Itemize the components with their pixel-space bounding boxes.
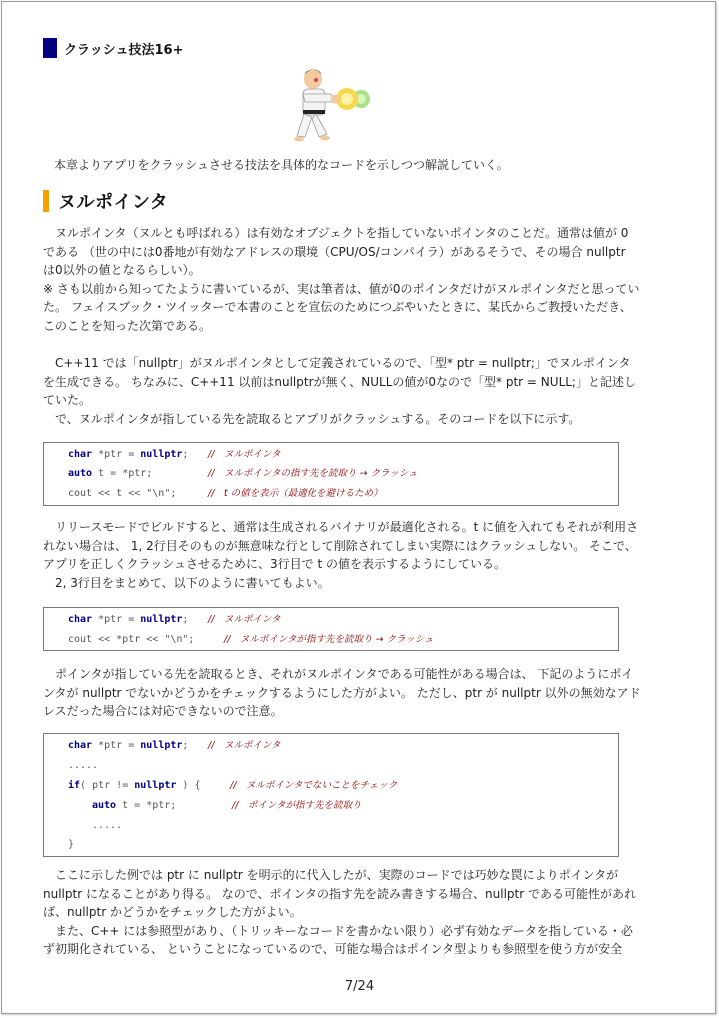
text-line: ポインタが指している先を読取るとき、それがヌルポインタである可能性がある場合は、 下記のようにポイ [55, 667, 634, 681]
chapter-title: クラッシュ技法16+ [64, 42, 184, 58]
code-line: auto t = *ptr; // ポインタが指す先を読取り [92, 800, 362, 811]
text-line: を生成できる。 ちなみに、C++11 以前はnullptrが無く、NULLの値が0なので「型* ptr = NULL;」と記述し [43, 374, 636, 389]
code-block-3 [43, 733, 619, 857]
code-block-2 [43, 607, 619, 651]
text-line: ヌルポインタ（ヌルとも呼ばれる）は有効なオブジェクトを指していないポインタのことだ。通常は値が 0 [55, 226, 629, 240]
page-number: 7/24 [344, 979, 375, 994]
text-line: れない場合は、 1, 2行目そのものが無意味な行として削除されてしまい実際にはクラッシュしない。 そこで、 [43, 538, 637, 553]
code-line: cout << *ptr << "\n"; // ヌルポインタが指す先を読取り → クラッシュ [68, 634, 434, 645]
paragraph-null-check [43, 665, 641, 721]
text-line: た。 フェイスブック・ツイッターで本書のことを宣伝のためにつぶやいたときに、某氏からご教授いただき、 [43, 300, 632, 314]
text-line: 2, 3行目をまとめて、以下のように書いてもよい。 [55, 575, 330, 590]
text-line: で、ヌルポインタが指している先を読取るとアプリがクラッシュする。そのコードを以下に示す。 [55, 411, 581, 426]
code-line: ..... [68, 760, 99, 771]
code-line: } [68, 839, 75, 850]
text-line: nullptr になることがあり得る。 なので、ポインタの指す先を読み書きする場合、nullptr である可能性があれ [43, 886, 636, 901]
text-line: レスだった場合には対応できないので注意。 [43, 704, 283, 718]
text-line: ず初期化されている、 ということになっているので、可能な場合はポインタ型よりも参照型を使う方が安全 [43, 942, 623, 956]
code-block-1 [43, 442, 619, 506]
text-line: ここに示した例では ptr に nullptr を明示的に代入したが、実際のコードでは巧妙な罠によりポインタが [55, 868, 619, 882]
chapter-header [43, 38, 183, 58]
paragraph-release-mode [43, 518, 639, 592]
code-line: char *ptr = nullptr; // ヌルポインタ [68, 449, 281, 460]
text-line: リリースモードでビルドすると、通常は生成されるバイナリが最適化される。t に値を入れてもそれが利用さ [55, 520, 639, 534]
karate-fighter-illustration [285, 64, 380, 144]
text-line: ンタが nullptr でないかどうかをチェックするようにした方がよい。 ただし、ptr が nullptr 以外の無効なアド [43, 685, 641, 700]
paragraph-nullptr [43, 354, 636, 428]
code-line: char *ptr = nullptr; // ヌルポインタ [68, 740, 281, 751]
text-line: このことを知った次第である。 [43, 318, 212, 333]
text-line: ※ さも以前から知ってたように書いているが、実は筆者は、値が0のポインタだけがヌルポインタだと思ってい [43, 281, 640, 296]
text-line: また、C++ には参照型があり、（トリッキーなコードを書かない限り）必ず有効なデータを指している・必 [55, 923, 633, 938]
code-line: cout << t << "\n"; // t の値を表示（最適化を避けるため） [68, 488, 383, 499]
text-line: C++11 では「nullptr」がヌルポインタとして定義されているので、「型* ptr = nullptr;」でヌルポインタ [55, 356, 631, 370]
text-line: ば、nullptr かどうかをチェックした方がよい。 [43, 905, 302, 919]
text-line: は0以外の値となるらしい）。 [43, 263, 201, 277]
paragraph-reference [43, 866, 636, 959]
code-line: if( ptr != nullptr ) { // ヌルポインタでないことをチェック [68, 780, 398, 791]
intro-text: 本章よりアプリをクラッシュさせる技法を具体的なコードを示しつつ解説していく。 [54, 158, 509, 172]
text-line: である （世の中には0番地が有効なアドレスの環境（CPU/OS/コンパイラ）があるそうで、その場合 nullptr [43, 244, 626, 259]
text-line: ていた。 [43, 393, 92, 407]
section-marker [43, 190, 49, 212]
text-line: アプリを正しくクラッシュさせるために、3行目で t の値を表示するようにしている。 [43, 557, 507, 571]
code-line: ..... [92, 820, 123, 831]
code-line: char *ptr = nullptr; // ヌルポインタ [68, 614, 281, 625]
paragraph-definition [43, 224, 640, 335]
chapter-marker [43, 38, 57, 58]
section-heading [43, 188, 168, 214]
document-page [1, 1, 716, 1014]
code-line: auto t = *ptr; // ヌルポインタの指す先を読取り → クラッシュ [68, 468, 418, 479]
section-title: ヌルポインタ [58, 192, 169, 213]
